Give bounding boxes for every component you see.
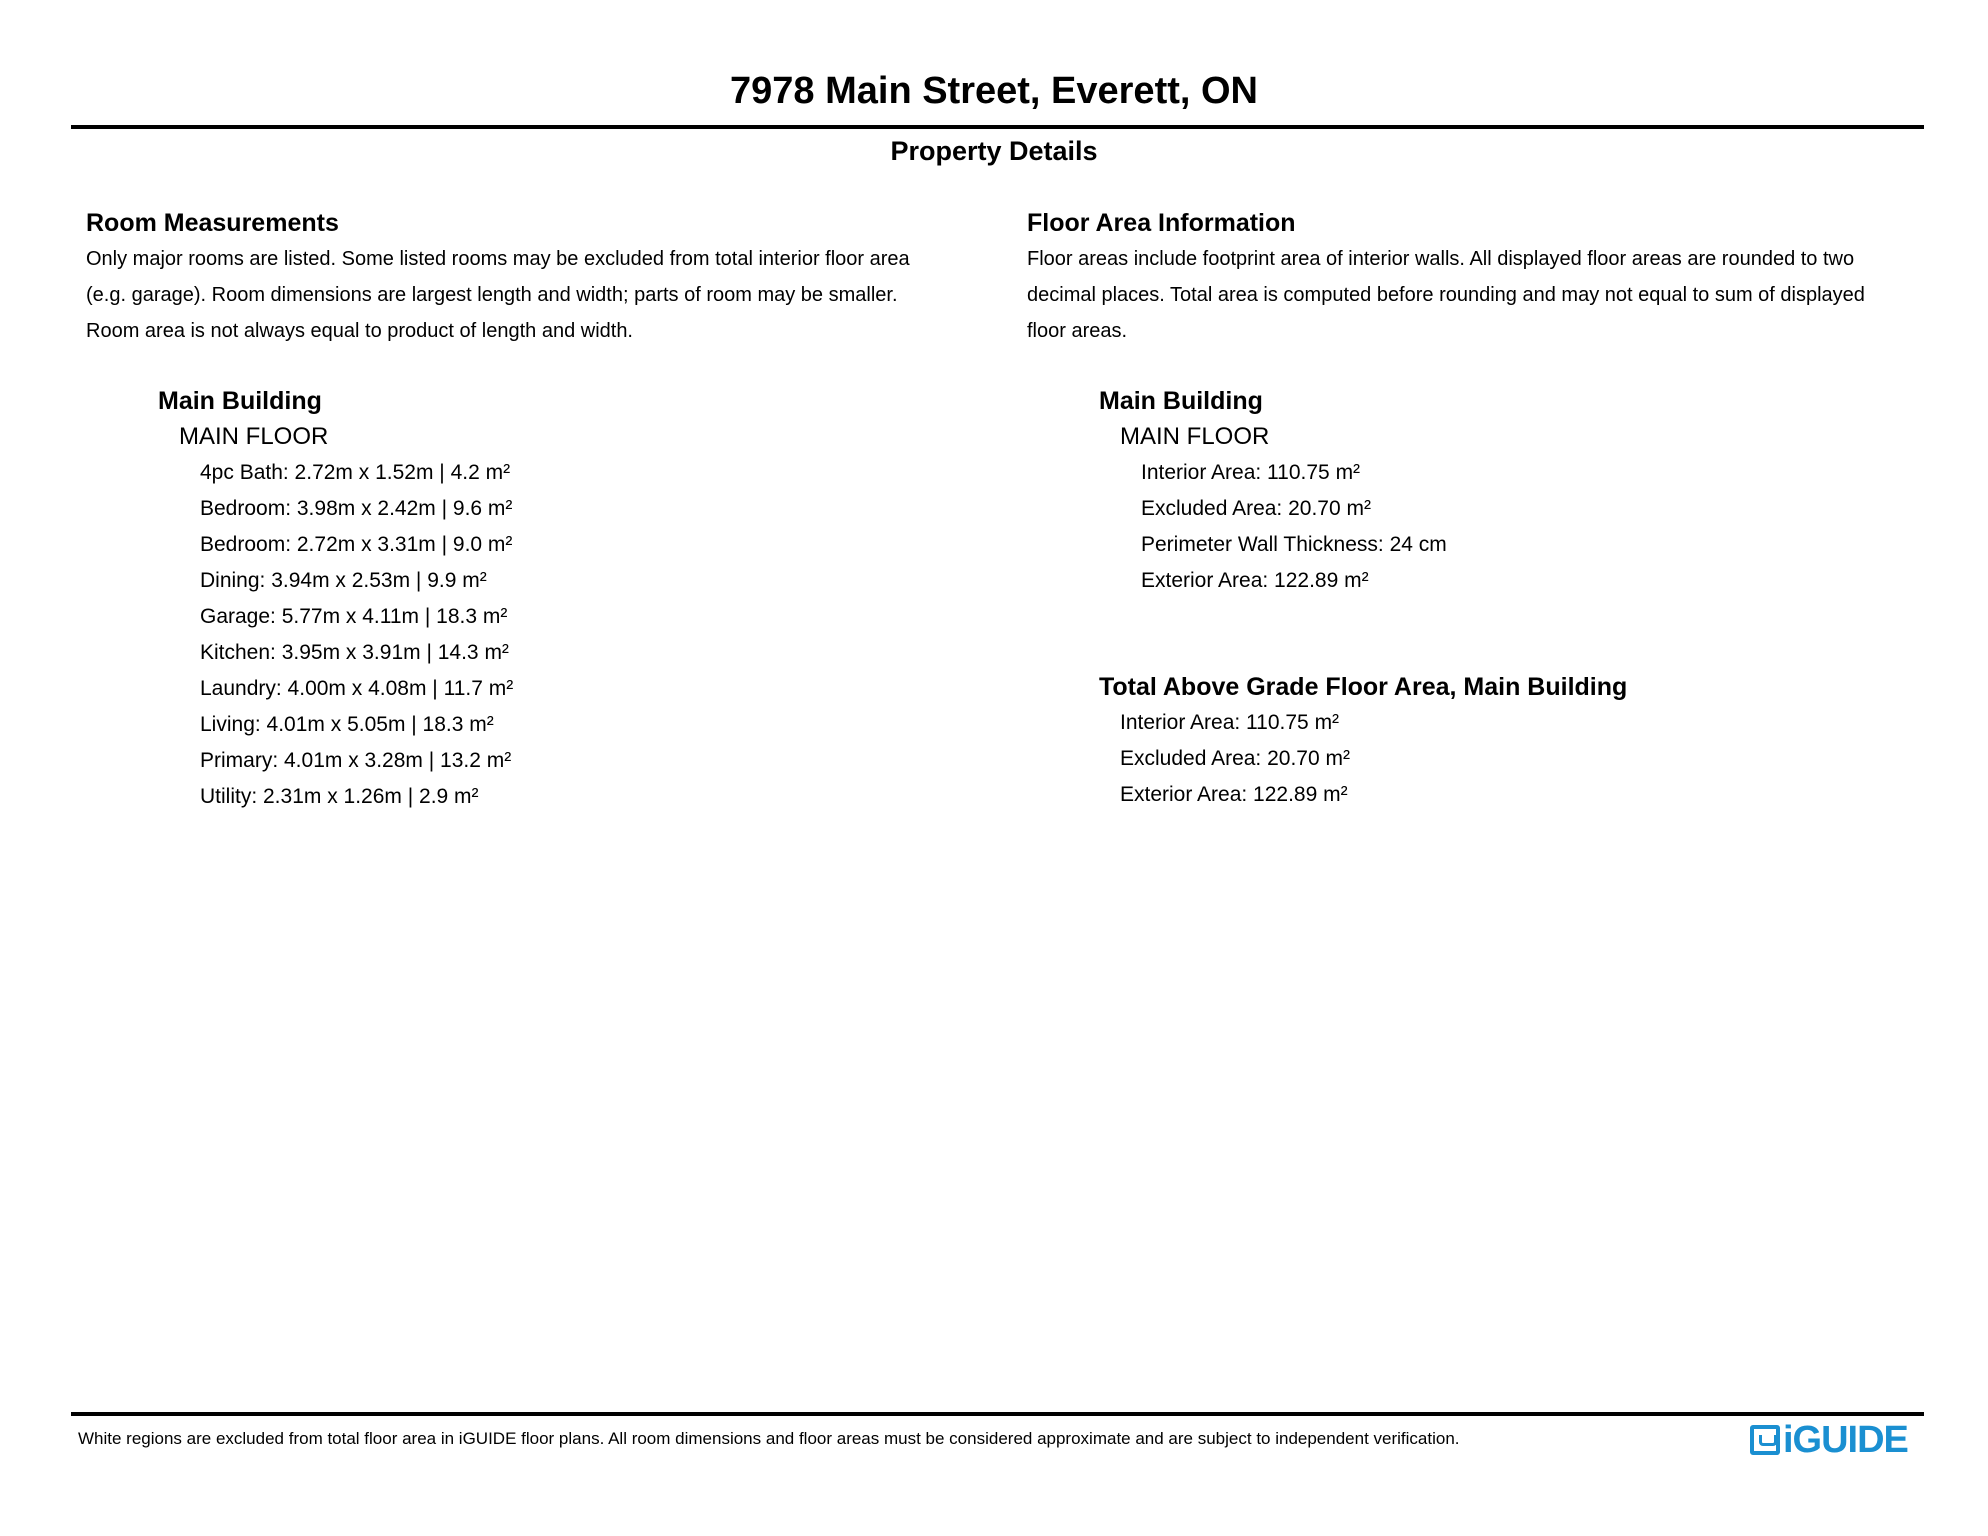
description-line: decimal places. Total area is computed before rounding and may not equal to sum of displayed <box>1027 284 1865 306</box>
total-area-item: Interior Area: 110.75 m² <box>1120 711 1340 734</box>
description-line: floor areas. <box>1027 320 1128 342</box>
building-name: Main Building <box>1099 387 1263 415</box>
floor-area-description <box>1027 241 1957 349</box>
description-line: Floor areas include footprint area of interior walls. All displayed floor areas are rounded to two <box>1027 248 1855 270</box>
room-measurements-section <box>86 207 1016 815</box>
building-name: Main Building <box>158 387 322 415</box>
camera-icon <box>1750 1425 1780 1455</box>
floor-area-item: Excluded Area: 20.70 m² <box>1141 497 1371 520</box>
room-item: Utility: 2.31m x 1.26m | 2.9 m² <box>200 785 479 808</box>
total-area-item: Excluded Area: 20.70 m² <box>1120 747 1350 770</box>
room-measurements-description <box>86 241 1016 349</box>
room-item: Kitchen: 3.95m x 3.91m | 14.3 m² <box>200 641 509 664</box>
floor-area-section <box>1027 207 1957 813</box>
footer-divider <box>71 1412 1924 1416</box>
floor-area-heading: Floor Area Information <box>1027 209 1296 237</box>
iguide-logo <box>1750 1420 1908 1460</box>
floor-area-item: Perimeter Wall Thickness: 24 cm <box>1141 533 1447 556</box>
page-subtitle: Property Details <box>890 136 1098 166</box>
description-line: Only major rooms are listed. Some listed rooms may be excluded from total interior floor area <box>86 248 910 270</box>
description-line: (e.g. garage). Room dimensions are largest length and width; parts of room may be smaller. <box>86 284 898 306</box>
room-measurements-heading: Room Measurements <box>86 209 339 237</box>
footer-disclaimer: White regions are excluded from total floor area in iGUIDE floor plans. All room dimensions and floor areas must be considered approximate and are subject to independent verification. <box>78 1429 1460 1448</box>
room-item: Dining: 3.94m x 2.53m | 9.9 m² <box>200 569 487 592</box>
total-area-item: Exterior Area: 122.89 m² <box>1120 783 1348 806</box>
description-line: Room area is not always equal to product of length and width. <box>86 320 633 342</box>
page-title: 7978 Main Street, Everett, ON <box>730 70 1258 112</box>
floor-area-item: Exterior Area: 122.89 m² <box>1141 569 1369 592</box>
floor-name: MAIN FLOOR <box>1120 423 1270 450</box>
logo-text: iGUIDE <box>1783 1419 1908 1461</box>
total-area-heading: Total Above Grade Floor Area, Main Building <box>1099 673 1628 701</box>
room-item: Bedroom: 3.98m x 2.42m | 9.6 m² <box>200 497 513 520</box>
room-item: Bedroom: 2.72m x 3.31m | 9.0 m² <box>200 533 513 556</box>
room-item: Living: 4.01m x 5.05m | 18.3 m² <box>200 713 494 736</box>
floor-name: MAIN FLOOR <box>179 423 329 450</box>
room-item: 4pc Bath: 2.72m x 1.52m | 4.2 m² <box>200 461 511 484</box>
floor-area-item: Interior Area: 110.75 m² <box>1141 461 1361 484</box>
header-divider <box>71 125 1924 129</box>
room-item: Laundry: 4.00m x 4.08m | 11.7 m² <box>200 677 514 700</box>
room-item: Primary: 4.01m x 3.28m | 13.2 m² <box>200 749 512 772</box>
room-item: Garage: 5.77m x 4.11m | 18.3 m² <box>200 605 508 628</box>
